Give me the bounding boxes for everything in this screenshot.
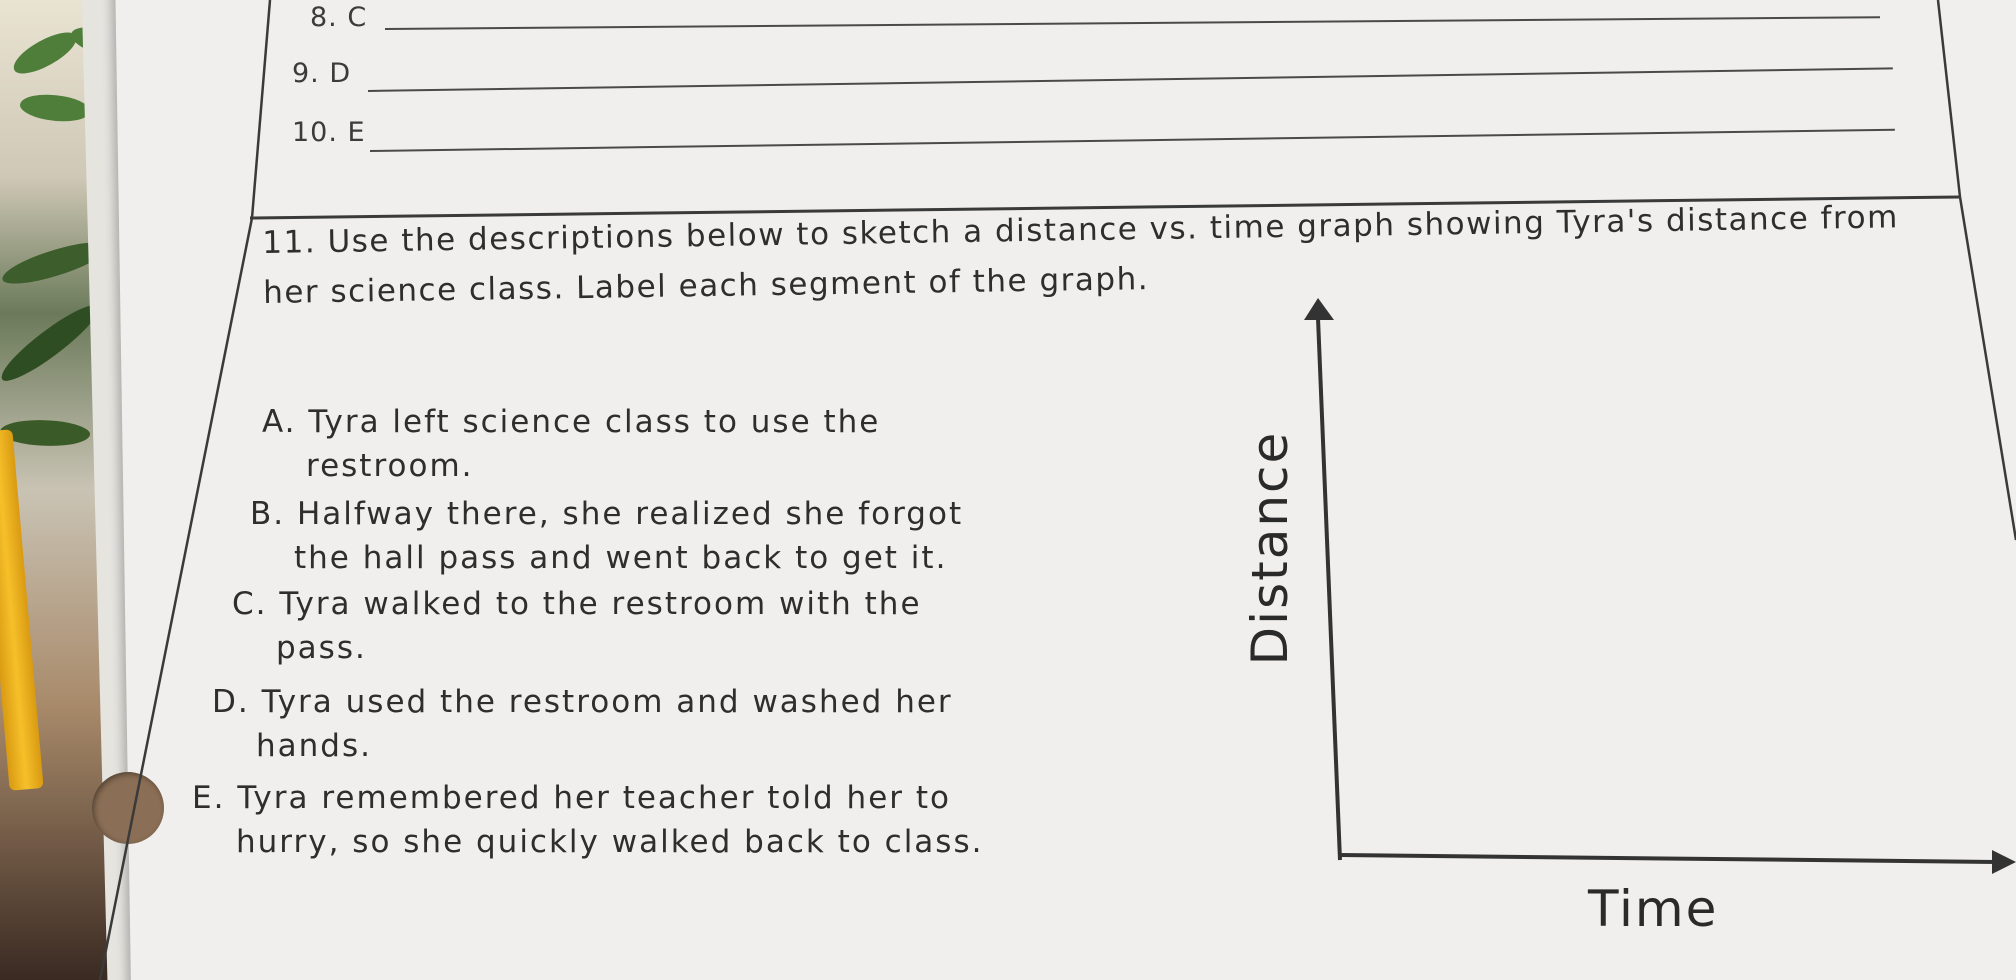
answer-letter: D — [329, 58, 352, 89]
list-item — [232, 582, 922, 670]
box-left-border-upper — [252, 0, 270, 218]
item-text: Tyra left science class to use the — [308, 404, 881, 440]
graph-axes — [1304, 298, 2016, 874]
item-letter: E. — [192, 780, 226, 816]
y-axis — [1318, 318, 1340, 860]
list-item — [192, 776, 983, 864]
x-axis-label: Time — [1588, 880, 1719, 938]
answer-number: 9. — [292, 58, 320, 89]
list-item — [212, 680, 953, 768]
answer-letter: E — [347, 117, 366, 148]
list-item — [250, 492, 963, 580]
question-prompt: 11. Use the descriptions below to sketch a distance vs. time graph showing Tyra's distance from her science class. Label each segment of the graph. — [262, 199, 1900, 311]
box-left-border — [100, 218, 252, 980]
item-text-continued: hands. — [256, 728, 372, 764]
item-letter: D. — [212, 684, 250, 720]
x-axis-arrow — [1992, 850, 2016, 874]
list-item — [262, 400, 880, 488]
item-text: Halfway there, she realized she forgot — [296, 496, 964, 532]
item-text-continued: hurry, so she quickly walked back to class. — [236, 824, 984, 860]
x-axis — [1340, 855, 1996, 862]
item-letter: B. — [250, 496, 286, 532]
item-text-continued: the hall pass and went back to get it. — [294, 540, 948, 576]
answer-number: 10. — [292, 117, 338, 148]
item-text: Tyra remembered her teacher told her to — [237, 780, 951, 816]
answer-number: 8. — [310, 2, 338, 33]
answer-letter: C — [347, 2, 368, 33]
item-text-continued: pass. — [276, 630, 367, 666]
item-letter: C. — [232, 586, 268, 622]
box-right-border — [1938, 0, 1960, 197]
item-text: Tyra used the restroom and washed her — [261, 684, 953, 720]
item-letter: A. — [262, 404, 297, 440]
y-axis-label: Distance — [1241, 430, 1299, 666]
item-text: Tyra walked to the restroom with the — [279, 586, 922, 622]
box-right-border-lower — [1960, 197, 2016, 540]
item-text-continued: restroom. — [306, 448, 474, 484]
